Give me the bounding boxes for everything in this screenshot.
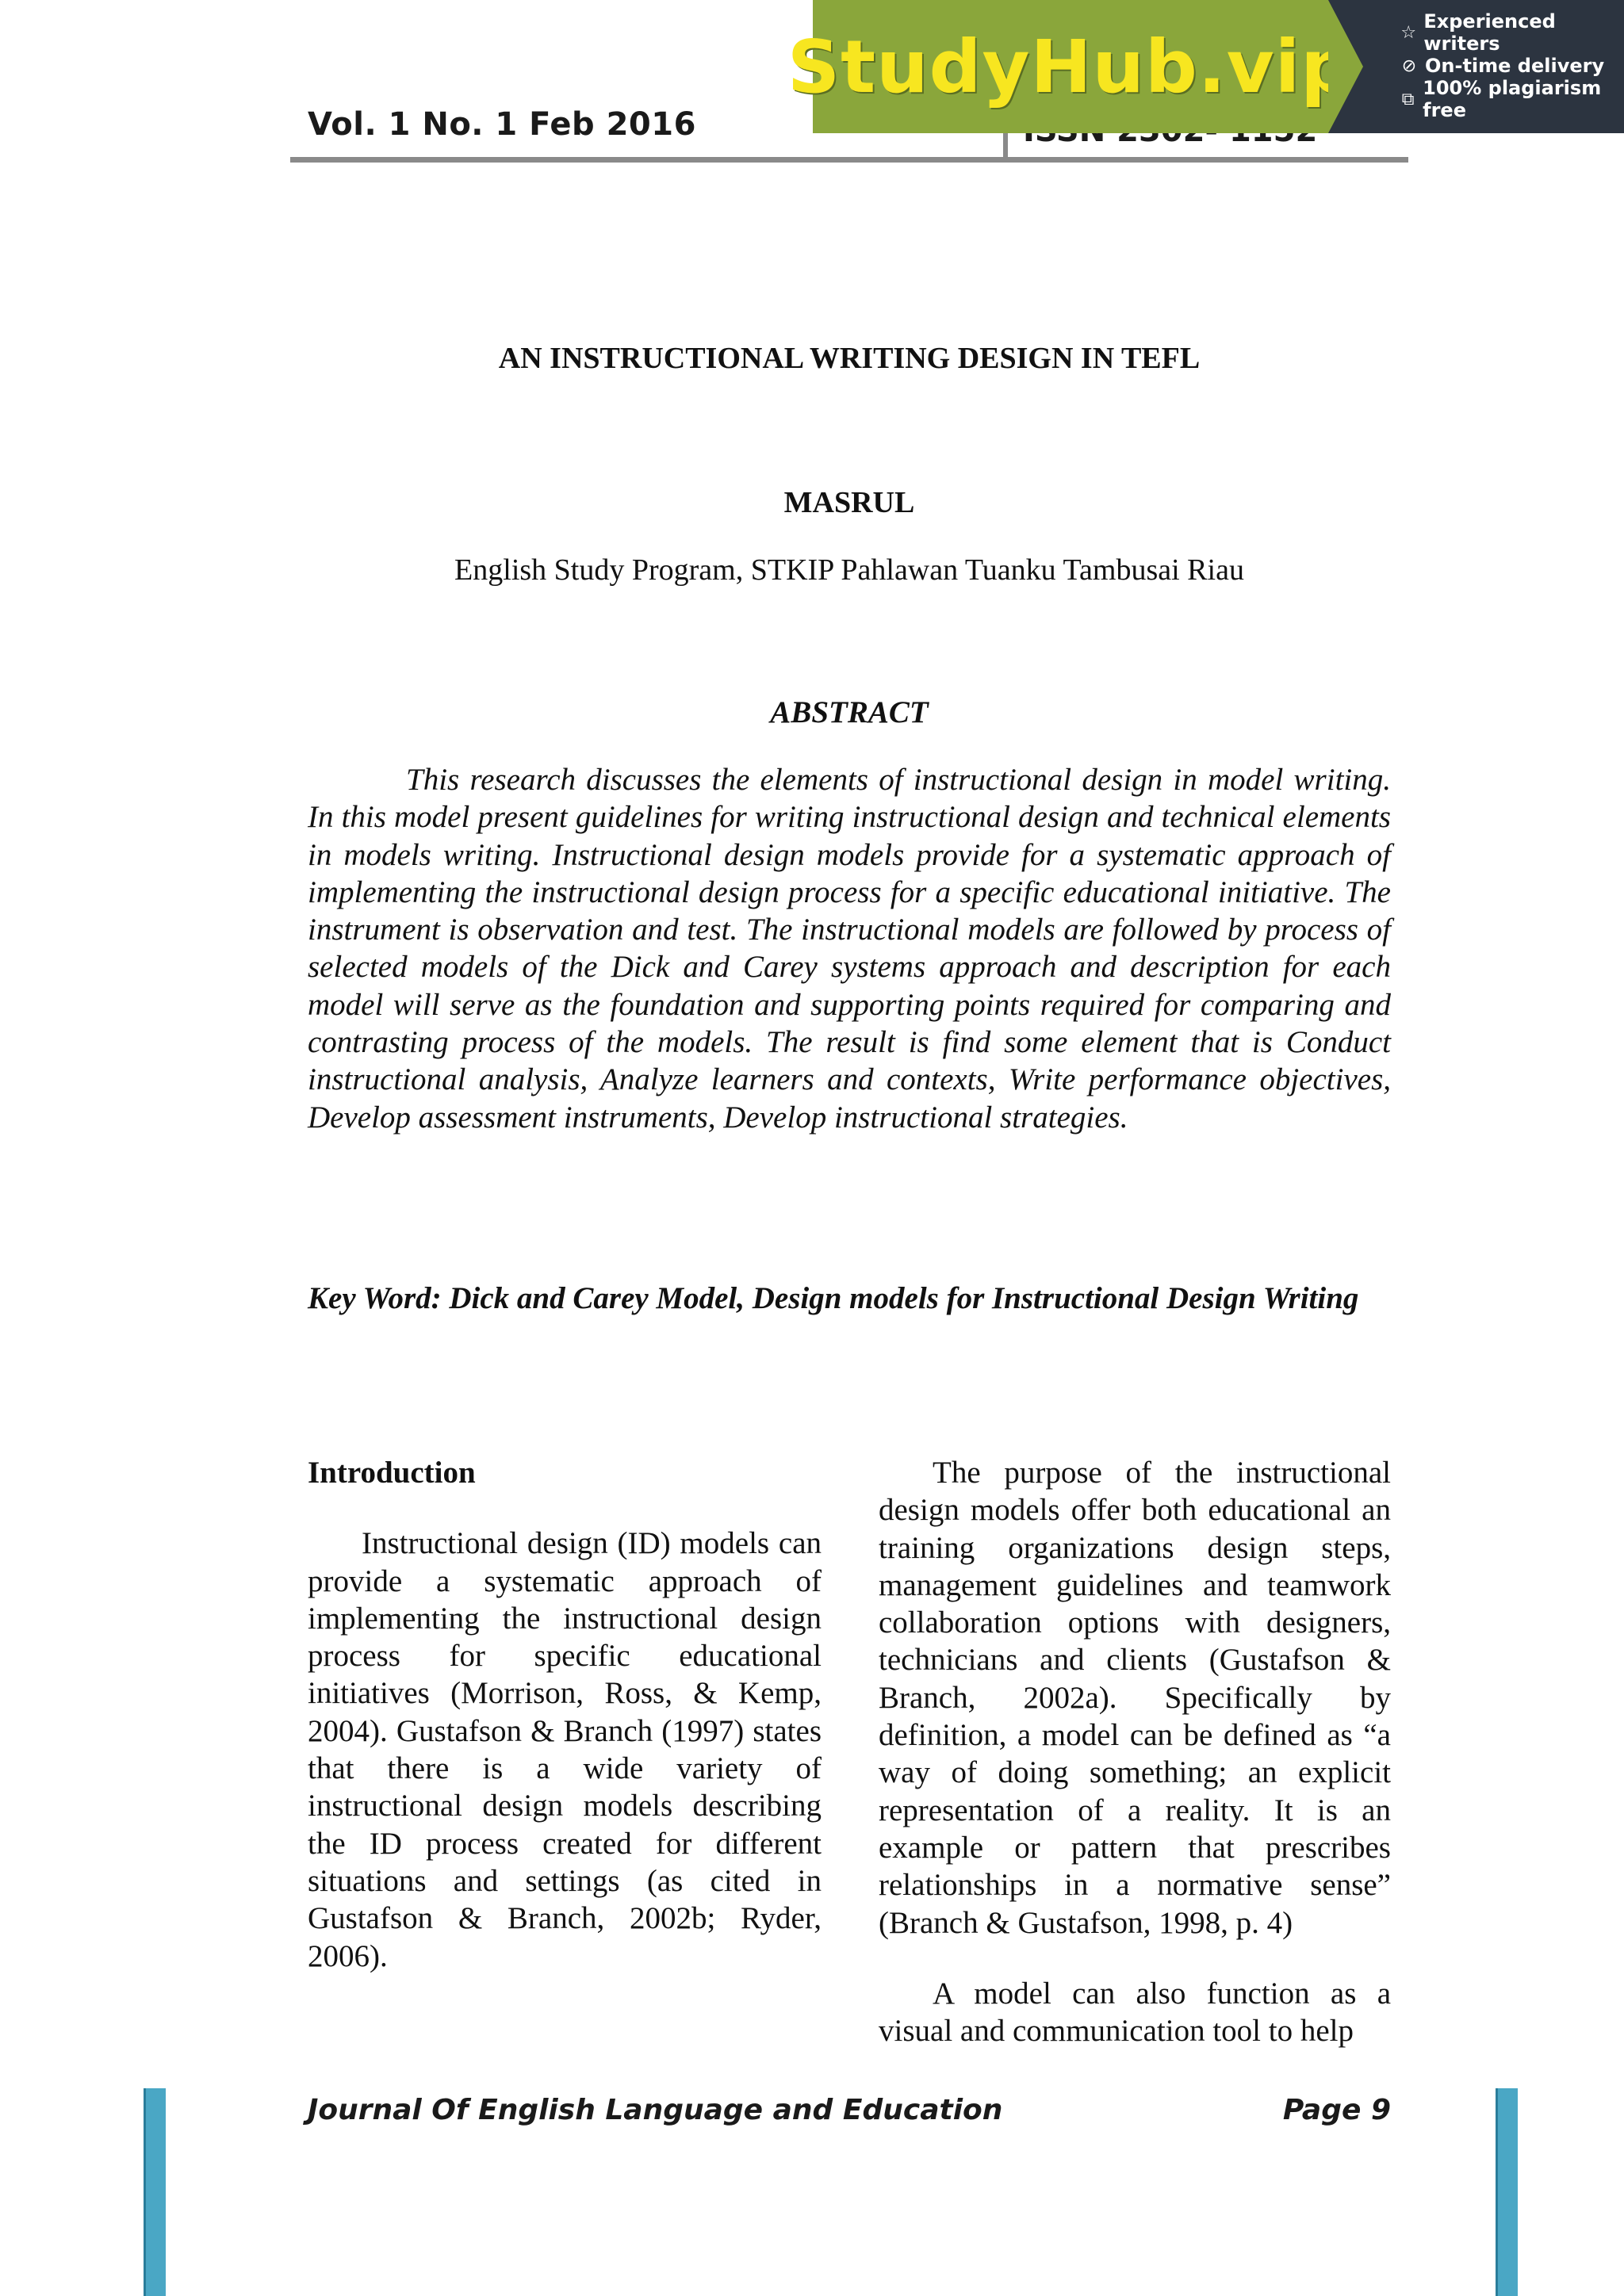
brand-panel[interactable]: [787, 0, 1354, 133]
abstract-body: This research discusses the elements of instructional design in model writing. In this model present guidelines for writing instructional design and technical elements in models writing. Instructional design models provide for a systematic approach of implementing the instructional design process for a specific educational initiative. The instrument is observation and test. The instructional models are followed by process of selected models of the Dick and Carey systems approach and description for each model will serve as the foundation and supporting points required for comparing and contrasting process of the models. The result is find some element that is Conduct instructional analysis, Analyze learners and contexts, Write performance objectives, Develop assessment instruments, Develop instructional strategies.: [308, 763, 1391, 1135]
brand-logo[interactable]: StudyHub.vip: [787, 24, 1354, 109]
footer-bar-left: [144, 2088, 166, 2296]
paper-affiliation: English Study Program, STKIP Pahlawan Tuanku Tambusai Riau: [454, 553, 1244, 587]
feature-label: 100% plagiarism free: [1423, 77, 1602, 121]
copy-icon: ⧉: [1401, 89, 1415, 109]
ad-banner[interactable]: [787, 0, 1624, 133]
star-icon: ☆: [1400, 22, 1417, 43]
feature-list: [1328, 0, 1624, 133]
feature-item: [1400, 52, 1624, 79]
feature-item: [1400, 10, 1624, 55]
paragraph: The purpose of the instructional design models offer both educational an training organizations design steps, management guidelines and teamwork collaboration options with designers, technicians and clients (Gustafson & Branch, 2002a). Specifically by definition, a model can be defined as “a way of doing something; an explicit representation of a reality. It is an example or pattern that prescribes relationships in a normative sense” (Branch & Gustafson, 1998, p. 4): [879, 1456, 1391, 1940]
footer-journal-name: Journal Of English Language and Education: [308, 2094, 1003, 2126]
left-column: [308, 1454, 822, 1975]
header-rule: [290, 157, 1408, 163]
paragraph: A model can also function as a visual and communication tool to help: [879, 1976, 1391, 2049]
keywords: Key Word: Dick and Carey Model, Design models for Instructional Design Writing: [308, 1281, 1359, 1315]
introduction-heading: Introduction: [308, 1456, 476, 1490]
feature-label: On-time delivery: [1425, 55, 1605, 77]
volume-label: Vol. 1 No. 1 Feb 2016: [308, 106, 696, 143]
footer-page-number: Page 9: [1282, 2094, 1391, 2126]
abstract-heading: ABSTRACT: [770, 695, 929, 729]
clock-icon: ⊘: [1401, 55, 1417, 76]
right-column: [879, 1454, 1391, 2049]
paper-author: MASRUL: [783, 486, 915, 519]
feature-label: Experienced writers: [1423, 10, 1556, 55]
feature-item: [1400, 77, 1624, 121]
footer-bar-right: [1496, 2088, 1518, 2296]
paragraph: Instructional design (ID) models can provide a systematic approach of implementing the instructional design process for specific educational initiatives (Morrison, Ross, & Kemp, 2004). Gustafson & Branch (1997) states that there is a wide variety of instructional design models describing the ID process created for different situations and settings (as cited in Gustafson & Branch, 2002b; Ryder, 2006).: [308, 1526, 822, 1973]
paper-title: AN INSTRUCTIONAL WRITING DESIGN IN TEFL: [498, 342, 1201, 375]
